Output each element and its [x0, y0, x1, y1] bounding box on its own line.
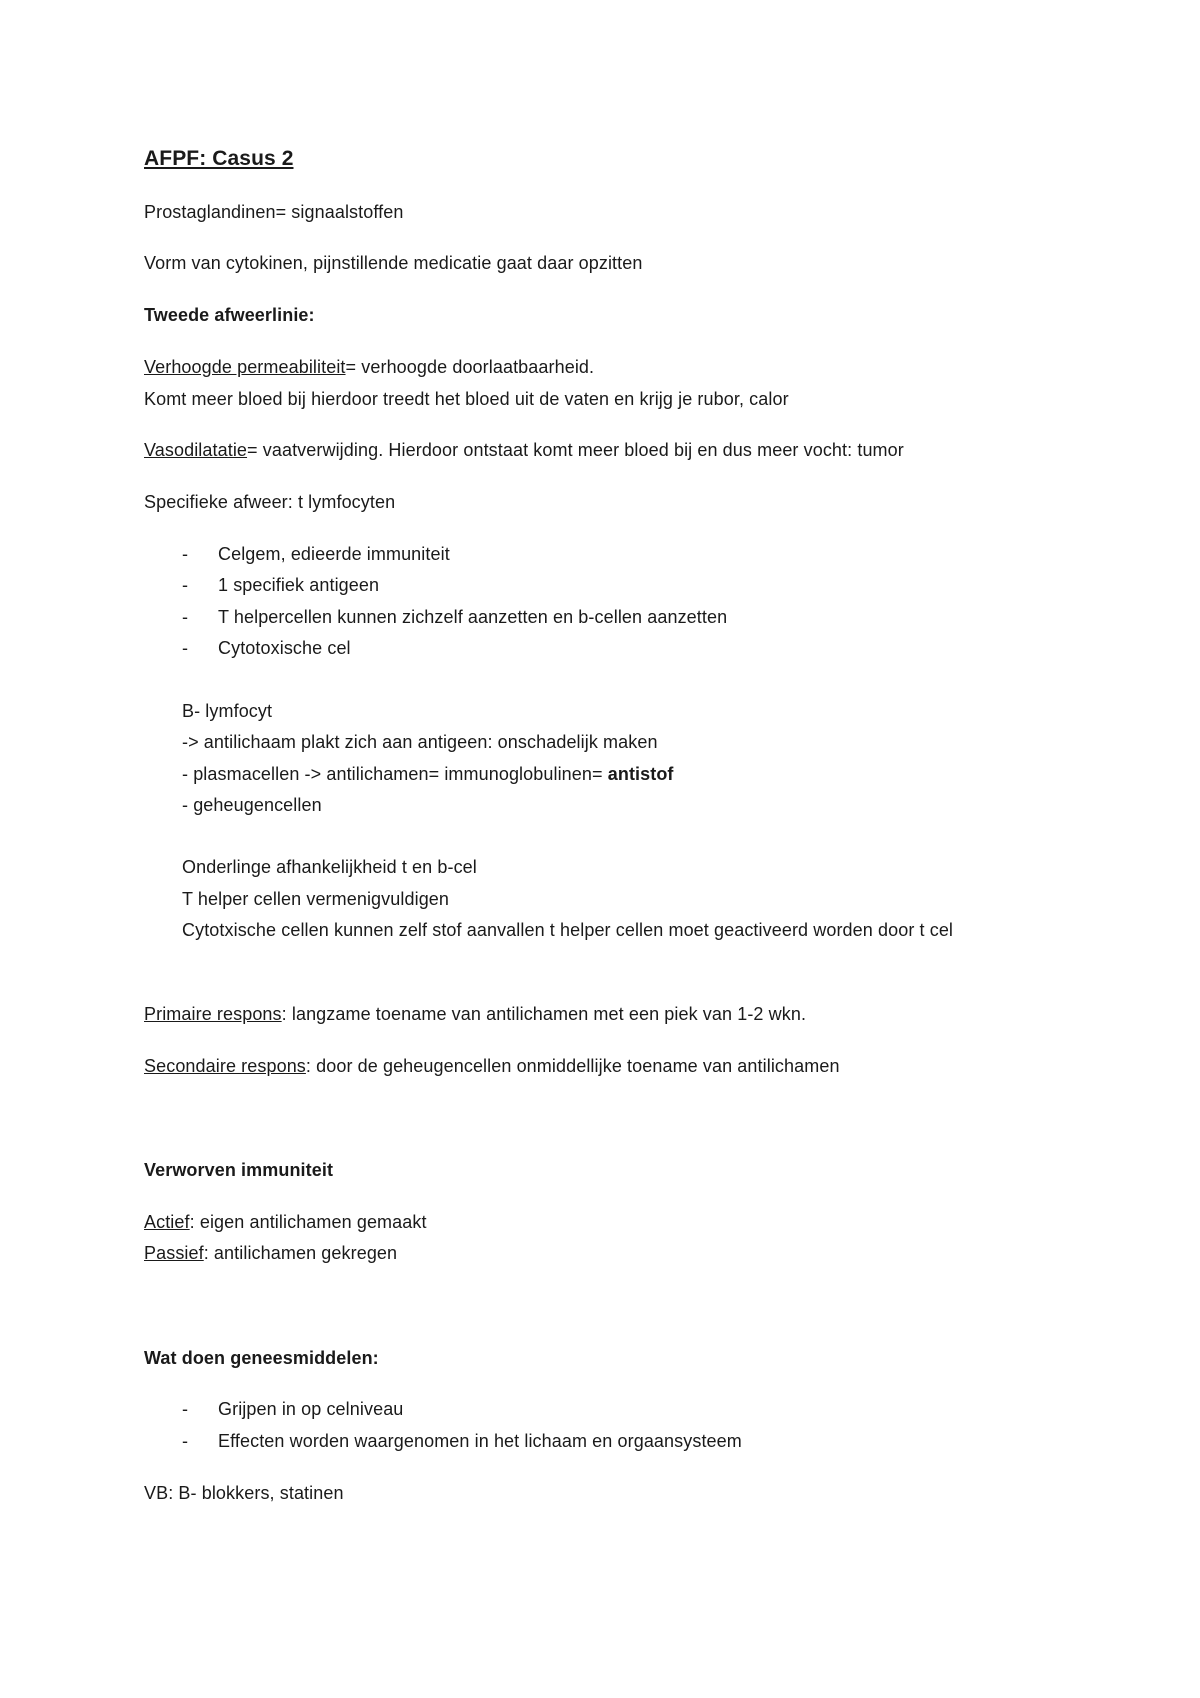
paragraph-secondaire-respons: Secondaire respons: door de geheugencellen onmiddellijke toename van antilichamen — [144, 1056, 840, 1076]
paragraph-voorbeeld: VB: B- blokkers, statinen — [144, 1483, 344, 1503]
list-item: Celgem, edieerde immuniteit — [218, 544, 450, 564]
paragraph-passief: Passief: antilichamen gekregen — [144, 1243, 398, 1263]
list-dash: - — [182, 1431, 188, 1451]
b-lymfocyt-line: -> antilichaam plakt zich aan antigeen: onschadelijk maken — [182, 732, 658, 752]
b-lymfocyt-heading: B- lymfocyt — [182, 701, 273, 721]
list-item: T helpercellen kunnen zichzelf aanzetten en b-cellen aanzetten — [218, 607, 728, 627]
list-item: Grijpen in op celniveau — [218, 1399, 404, 1419]
term-secondaire-respons: Secondaire respons — [144, 1056, 306, 1076]
term-permeabiliteit: Verhoogde permeabiliteit — [144, 357, 346, 377]
term-passief: Passief — [144, 1243, 204, 1263]
b-lymfocyt-line: - plasmacellen -> antilichamen= immunoglobulinen= antistof — [182, 764, 674, 784]
paragraph-prostaglandinen: Prostaglandinen= signaalstoffen — [144, 202, 404, 222]
list-item: Effecten worden waargenomen in het lichaam en orgaansysteem — [218, 1431, 742, 1451]
list-dash: - — [182, 1399, 188, 1419]
paragraph-specifieke-afweer: Specifieke afweer: t lymfocyten — [144, 492, 396, 512]
list-item: 1 specifiek antigeen — [218, 575, 380, 595]
dependence-line: Cytotxische cellen kunnen zelf stof aanvallen t helper cellen moet geactiveerd worden door t cel — [182, 920, 954, 940]
list-dash: - — [182, 607, 188, 627]
paragraph-permeabiliteit: Verhoogde permeabiliteit= verhoogde doorlaatbaarheid. — [144, 357, 595, 377]
heading-geneesmiddelen: Wat doen geneesmiddelen: — [144, 1348, 379, 1368]
list-item: Cytotoxische cel — [218, 638, 351, 658]
paragraph-primaire-respons: Primaire respons: langzame toename van antilichamen met een piek van 1-2 wkn. — [144, 1004, 807, 1024]
paragraph-cytokinen: Vorm van cytokinen, pijnstillende medicatie gaat daar opzitten — [144, 253, 643, 273]
paragraph-vasodilatatie: Vasodilatatie= vaatverwijding. Hierdoor ontstaat komt meer bloed bij en dus meer vocht: tumor — [144, 440, 904, 460]
term-actief: Actief — [144, 1212, 190, 1232]
paragraph-actief: Actief: eigen antilichamen gemaakt — [144, 1212, 427, 1232]
term-vasodilatatie: Vasodilatatie — [144, 440, 248, 460]
term-primaire-respons: Primaire respons — [144, 1004, 282, 1024]
document-title: AFPF: Casus 2 — [144, 147, 294, 170]
list-dash: - — [182, 638, 188, 658]
list-dash: - — [182, 575, 188, 595]
paragraph-permeabiliteit-2: Komt meer bloed bij hierdoor treedt het bloed uit de vaten en krijg je rubor, calor — [144, 389, 789, 409]
heading-tweede-afweerlinie: Tweede afweerlinie: — [144, 305, 315, 325]
heading-verworven-immuniteit: Verworven immuniteit — [144, 1160, 334, 1180]
b-lymfocyt-line: - geheugencellen — [182, 795, 322, 815]
list-dash: - — [182, 544, 188, 564]
dependence-line: Onderlinge afhankelijkheid t en b-cel — [182, 857, 477, 877]
dependence-line: T helper cellen vermenigvuldigen — [182, 889, 450, 909]
